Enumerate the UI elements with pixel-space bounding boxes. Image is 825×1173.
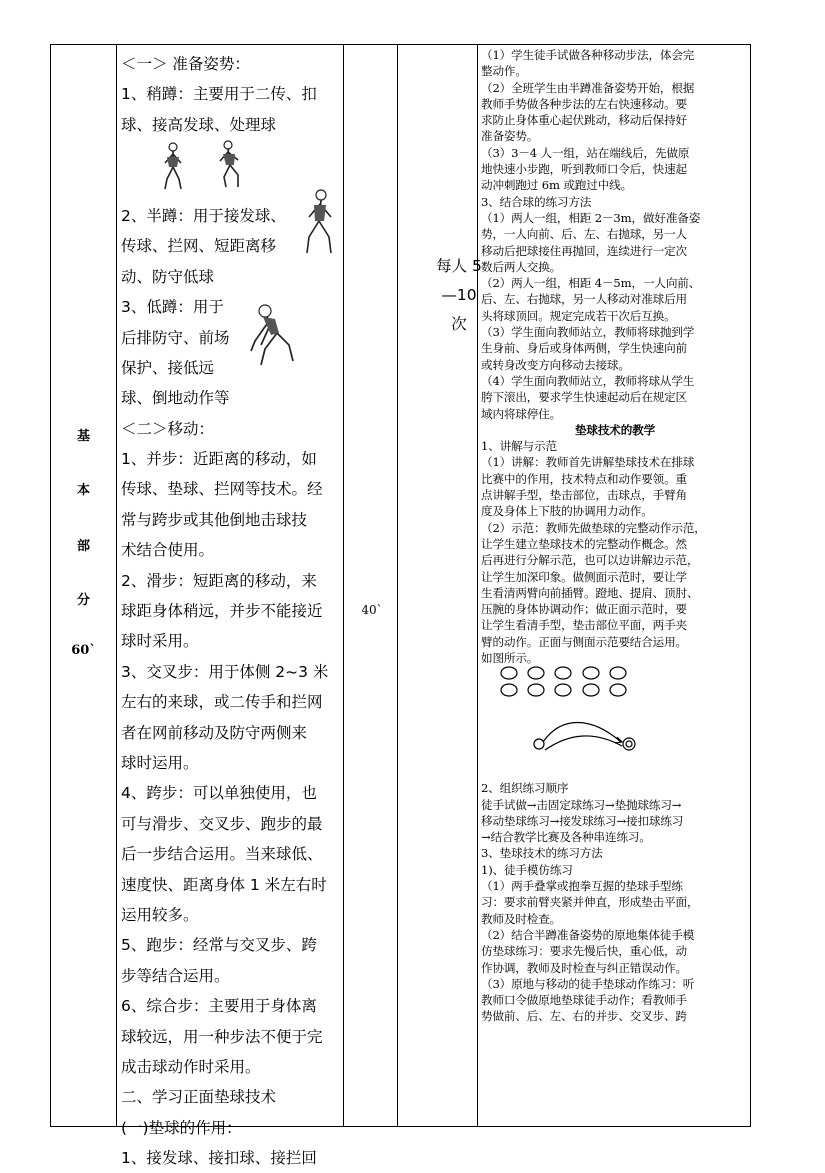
column-divider: [477, 45, 478, 1126]
section-label-char: 部: [76, 539, 90, 554]
method-line: （1）两手叠掌或抱拳互握的垫球手型练: [481, 879, 683, 894]
method-line: 后、左、右抛球，另一人移动对准球后用: [481, 292, 687, 307]
squat-player-figure: [216, 139, 244, 191]
content-line: 后排防守、前场: [121, 328, 230, 347]
column-divider: [397, 45, 398, 1126]
content-line: 常与跨步或其他倒地击球技: [121, 510, 308, 529]
method-line: 数后两人交换。: [481, 259, 562, 274]
method-line: 准备姿势。: [481, 129, 539, 144]
method-line: 臂的动作。正面与侧面示范要结合运用。: [481, 634, 687, 649]
squat-player-figure: [159, 141, 187, 193]
method-line: 整动作。: [481, 64, 527, 79]
method-line: （2）示范：教师先做垫球的完整动作示范，: [481, 520, 706, 535]
method-line: 徒手试做→击固定球练习→垫抛球练习→: [481, 797, 682, 812]
content-line: 球较远，用一种步法不便于完: [121, 1027, 323, 1046]
content-line: 1、稍蹲：主要用于二传、扣: [121, 85, 317, 104]
method-line: （3）3－4 人一组，站在端线后，先做原: [481, 145, 690, 160]
content-line: 球距身体稍远，并步不能接近: [121, 602, 323, 621]
method-line: 势，一人向前、后、左、右抛球，另一人: [481, 227, 687, 242]
method-heading: 垫球技术的教学: [574, 422, 656, 437]
low-squat-player-figure: [247, 301, 299, 371]
method-line: 度及身体上下肢的协调用力动作。: [481, 504, 653, 519]
method-line: 让学生建立垫球技术的完整动作概念。然: [481, 536, 687, 551]
method-line: （1）两人一组，相距 2－3m，做好准备姿: [481, 210, 701, 225]
lesson-plan-table: [50, 44, 751, 1168]
content-line: 球时运用。: [121, 753, 199, 772]
method-line: （2）两人一组，相距 4－5m，一人向前、: [481, 276, 701, 291]
method-line: →结合教学比赛及各种串连练习。: [481, 830, 651, 845]
count-line: 每人 5: [436, 257, 482, 275]
content-line: ＜二＞移动：: [121, 419, 215, 438]
method-line: （1）讲解：教师首先讲解垫球技术在排球: [481, 455, 695, 470]
content-line: 步等结合运用。: [121, 966, 230, 985]
method-column: [481, 47, 749, 1126]
content-line: 球、接高发球、处理球: [121, 115, 277, 134]
method-line: 仿垫球练习：要求先慢后快，重心低，动: [481, 944, 687, 959]
method-line: 压腕的身体协调动作；做正面示范时，要: [481, 602, 687, 617]
content-line: 2、滑步：短距离的移动，来: [121, 571, 317, 590]
method-line: 3、结合球的练习方法: [481, 194, 592, 209]
method-line: 比赛中的作用，技术特点和动作要领。重: [481, 471, 687, 486]
column-divider: [343, 45, 344, 1126]
time-allocation: 40`: [361, 603, 383, 617]
half-squat-player-figure: [301, 187, 339, 259]
content-line: 速度快、距离身体 1 米左右时: [121, 875, 327, 894]
method-line: 让学生加深印象。做侧面示范时，要让学: [481, 569, 687, 584]
method-line: 移动垫球练习→接发球练习→接扣球练习: [481, 813, 684, 828]
content-line: 后一步结合运用。当来球低、: [121, 845, 323, 864]
method-line: 点讲解手型，垫击部位，击球点，手臂角: [481, 488, 687, 503]
section-label-char: 本: [76, 483, 90, 498]
content-line: (一)垫球的作用：: [121, 1118, 242, 1137]
content-line: 2、半蹲：用于接发球、: [121, 206, 286, 225]
method-line: 3、垫球技术的练习方法: [481, 846, 603, 861]
method-line: 2、组织练习顺序: [481, 781, 569, 796]
content-line: 二、学习正面垫球技术: [121, 1088, 277, 1107]
method-line: 生身前、身后或身体两侧，学生快速向前: [481, 341, 687, 356]
method-line: （3）学生面向教师站立，教师将球抛到学: [481, 325, 695, 340]
method-line: （3）原地与移动的徒手垫球动作练习：听: [481, 976, 695, 991]
content-line: 5、跑步：经常与交叉步、跨: [121, 936, 317, 955]
method-line: 作协调，教师及时检查与纠正错误动作。: [481, 960, 687, 975]
method-line: 动冲刺跑过 6m 或跑过中线。: [481, 178, 633, 193]
method-line: 教师口令做原地垫球徒手动作；看教师手: [481, 993, 687, 1008]
method-line: 如图所示。: [481, 650, 539, 665]
content-line: 传球、拦网、短距离移: [121, 237, 277, 256]
method-line: 习：要求前臂夹紧并伸直，形成垫击平面，: [481, 895, 699, 910]
method-line: 或转身改变方向移动去接球。: [481, 357, 630, 372]
method-line: 域内将球停住。: [481, 406, 562, 421]
column-divider: [116, 45, 117, 1126]
method-line: 后再进行分解示范，也可以边讲解边示范，: [481, 553, 699, 568]
content-line: 运用较多。: [121, 905, 199, 924]
method-line: 生看清两臂向前插臂。蹬地、提肩、顶肘、: [481, 585, 699, 600]
content-line: 传球、垫球、拦网等技术。经: [121, 480, 323, 499]
content-line: 保护、接低远: [121, 358, 215, 377]
content-line: 者在网前移动及防守两侧来: [121, 723, 308, 742]
method-line: 教师及时检查。: [481, 911, 562, 926]
content-line: 可与滑步、交叉步、跑步的最: [121, 814, 323, 833]
content-line: 1、并步：近距离的移动，如: [121, 450, 317, 469]
method-line: 求防止身体重心起伏跳动，移动后保持好: [481, 113, 687, 128]
content-line: 6、综合步：主要用于身体离: [121, 997, 317, 1016]
method-line: （2）结合半蹲准备姿势的原地集体徒手模: [481, 927, 695, 942]
formation-diagram: [481, 666, 749, 780]
section-label-column: [51, 45, 116, 1126]
section-label-char: 基: [76, 429, 90, 444]
method-line: （1）学生徒手试做各种移动步法，体会完: [481, 48, 695, 62]
content-line: 3、交叉步：用于体侧 2~3 米: [121, 662, 329, 681]
content-line: 球、倒地动作等: [121, 389, 230, 408]
count-line: —10: [441, 286, 477, 304]
method-line: 地快速小步跑，听到教师口令后，快速起: [481, 162, 687, 177]
method-line: 头将球顶回。规定完成若干次后互换。: [481, 308, 676, 323]
content-line: 术结合使用。: [121, 541, 215, 560]
content-line: ＜一＞ 准备姿势：: [121, 55, 250, 73]
content-line: 动、防守低球: [121, 267, 215, 286]
method-line: 教师手势做各种步法的左右快速移动。要: [481, 96, 687, 111]
section-label-char: 60`: [71, 643, 96, 658]
content-line: 3、低蹲：用于: [121, 298, 224, 317]
method-line: 势做前、后、左、右的并步、交叉步、跨: [481, 1009, 687, 1024]
section-label-char: 分: [76, 593, 90, 608]
drill-diagram: [481, 666, 749, 780]
method-line: 让学生看清手型，垫击部位平面，两手夹: [481, 618, 687, 633]
content-line: 球时采用。: [121, 632, 199, 651]
content-line: 左右的来球，或二传手和拦网: [121, 693, 323, 712]
method-line: （2）全班学生由半蹲准备姿势开始，根据: [481, 80, 695, 95]
method-line: 移动后把球接住再抛回，连续进行一定次: [481, 243, 687, 258]
content-line: 1、接发球、接扣球、接拦回: [121, 1149, 317, 1168]
method-line: （4）学生面向教师站立，教师将球从学生: [481, 373, 695, 388]
method-line: 1、讲解与示范: [481, 439, 557, 454]
count-line: 次: [451, 315, 467, 333]
content-line: 4、跨步：可以单独使用，也: [121, 784, 317, 803]
method-line: 胯下滚出，要求学生快速起动后在规定区: [481, 390, 687, 405]
content-line: 成击球动作时采用。: [121, 1057, 261, 1076]
method-line: 1)、徒手模仿练习: [481, 862, 573, 877]
